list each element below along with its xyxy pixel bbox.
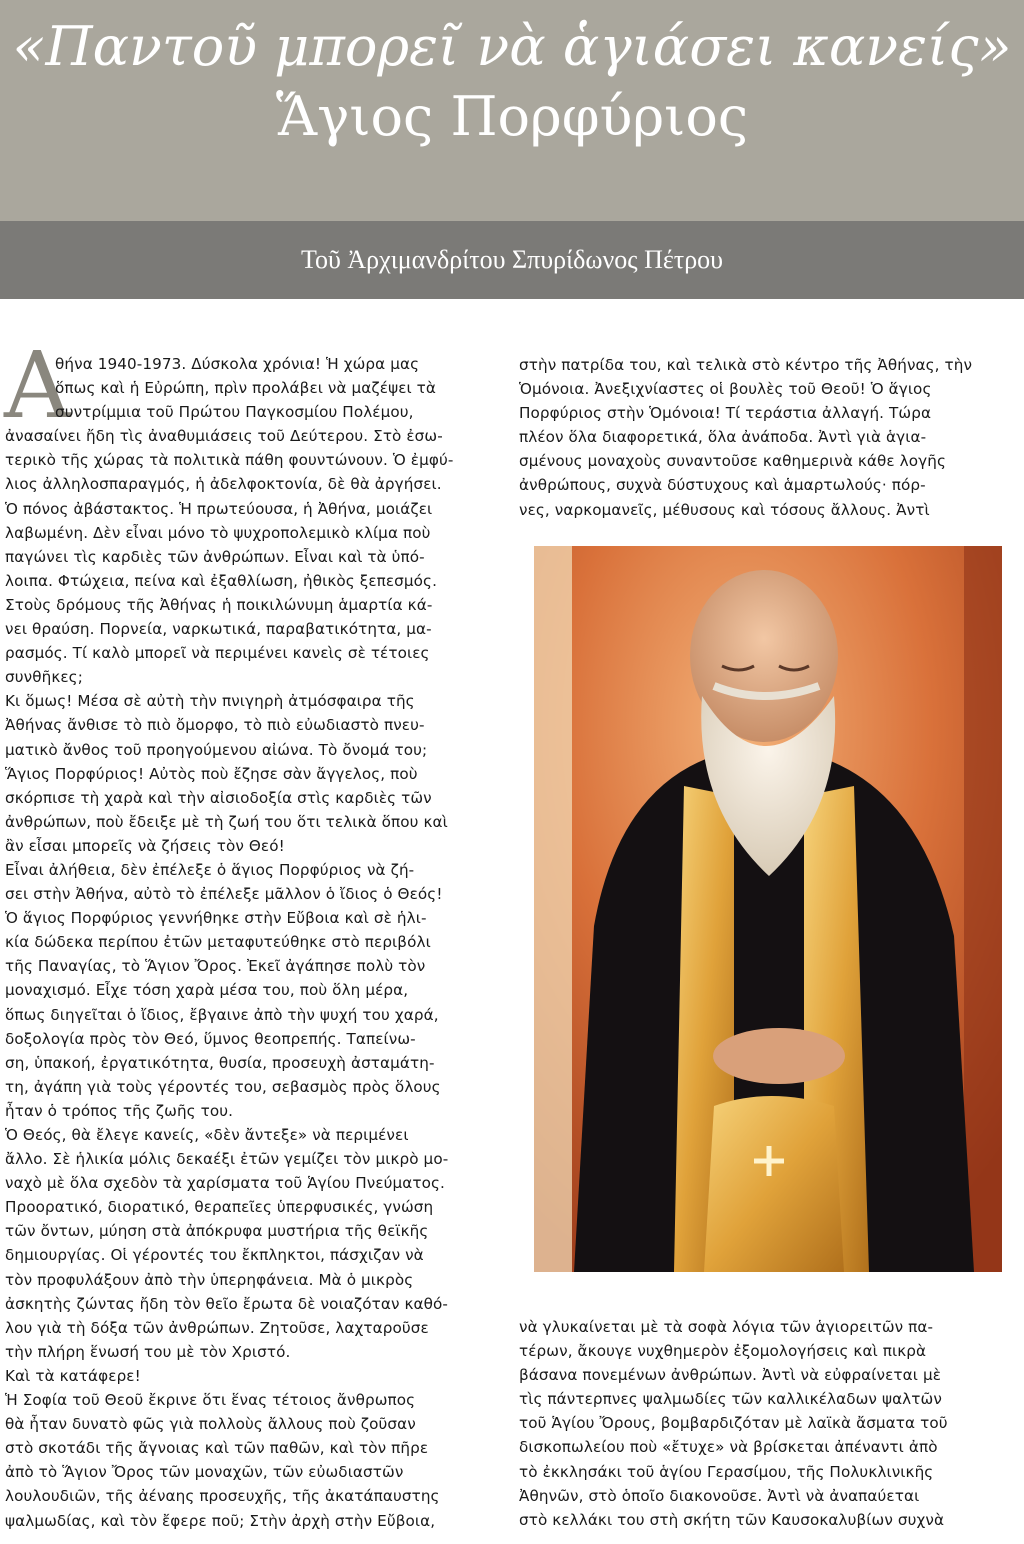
article-line: τη, ἀγάπη γιὰ τοὺς γέροντές του, σεβασμὸς πρὸς ὅλους [5,1077,441,1096]
article-line: Προορατικό, διορατικό, θεραπεῖες ὑπερφυσικές, γνώση [5,1198,434,1217]
article-line: Καὶ τὰ κατάφερε! [5,1366,141,1385]
article-line: νες, ναρκομανεῖς, μέθυσους καὶ τόσους ἄλλους. Ἀντὶ [519,500,930,519]
article-line: παγώνει τὶς καρδιὲς τῶν ἀνθρώπων. Εἶναι καὶ τὰ ὑπό- [5,547,425,566]
article-line: μοναχισμό. Εἶχε τόση χαρὰ μέσα του, ποὺ ὅλη μέρα, [5,981,409,1000]
article-line: Ἀθηνῶν, στὸ ὁποῖο διακονοῦσε. Ἀντὶ νὰ ἀναπαύεται [519,1486,920,1505]
article-line: λουλουδιῶν, τῆς ἀέναης προσευχῆς, τῆς ἀκατάπαυστης [5,1487,440,1506]
article-line: σει στὴν Ἀθήνα, αὐτὸ τὸ ἐπέλεξε μᾶλλον ὁ ἴδιος ὁ Θεός! [5,885,443,904]
article-line: Κι ὅμως! Μέσα σὲ αὐτὴ τὴν πνιγηρὴ ἀτμόσφαιρα τῆς [5,692,415,711]
article-line: Ἅγιος Πορφύριος! Αὐτὸς ποὺ ἔζησε σὰν ἄγγελος, ποὺ [5,764,418,783]
article-line: πλέον ὅλα διαφορετικά, ὅλα ἀνάποδα. Ἀντὶ γιὰ ἁγια- [519,428,927,447]
article-column-right-bottom [519,1315,1011,1532]
article-line: δοξολογία πρὸς τὸν Θεό, ὕμνος θεοπρεπής. Ταπείνω- [5,1029,416,1048]
article-line: ἦταν ὁ τρόπος τῆς ζωῆς του. [5,1101,234,1120]
article-line: Στοὺς δρόμους τῆς Ἀθήνας ἡ ποικιλώνυμη ἁμαρτία κά- [5,595,433,614]
article-line: Ἀθήνας ἄνθισε τὸ πιὸ ὄμορφο, τὸ πιὸ εὐωδιαστὸ πνευ- [5,716,425,735]
article-line: λαβωμένη. Δὲν εἶναι μόνο τὸ ψυχροπολεμικὸ κλίμα ποὺ [5,523,431,542]
article-line: Ὁ ἅγιος Πορφύριος γεννήθηκε στὴν Εὔβοια καὶ σὲ ἡλι- [5,909,427,928]
article-line: ἀνθρώπων, ποὺ ἔδειξε μὲ τὴ ζωή του ὅτι τελικὰ ὅπου καὶ [5,812,448,831]
article-line: λου γιὰ τὴ δόξα τῶν ἀνθρώπων. Ζητοῦσε, λαχταροῦσε [5,1318,429,1337]
article-line: ἀπὸ τὸ Ἅγιον Ὄρος τῶν μοναχῶν, τῶν εὐωδιαστῶν [5,1463,404,1482]
article-line: βάσανα πονεμένων ἀνθρώπων. Ἀντὶ νὰ εὐφραίνεται μὲ [519,1366,942,1385]
article-line: ρασμός. Τί καλὸ μπορεῖ νὰ περιμένει κανεὶς σὲ τέτοιες [5,644,430,663]
article-line: ἀνασαίνει ἤδη τὶς ἀναθυμιάσεις τοῦ Δεύτερου. Στὸ ἐσω- [5,427,443,446]
article-line: ὅπως διηγεῖται ὁ ἴδιος, ἔβγαινε ἀπὸ τὴν ψυχή του χαρά, [5,1005,439,1024]
article-line: στὴν πατρίδα του, καὶ τελικὰ στὸ κέντρο τῆς Ἀθήνας, τὴν [519,356,973,374]
article-line: ἂν εἶσαι μπορεῖς νὰ ζήσεις τὸν Θεό! [5,836,285,855]
article-line: δισκοπωλείου ποὺ «ἔτυχε» νὰ βρίσκεται ἀπέναντι ἀπὸ [519,1438,938,1457]
article-line: τῆς Παναγίας, τὸ Ἅγιον Ὄρος. Ἐκεῖ ἀγάπησε πολὺ τὸν [5,957,426,976]
article-line: ἄλλο. Σὲ ἡλικία μόλις δεκαέξι ἐτῶν γεμίζει τὸν μικρὸ μο- [5,1150,449,1169]
article-line: ἀνθρώπους, συχνὰ δύστυχους καὶ ἁμαρτωλούς· πόρ- [519,476,926,495]
page-subtitle: Ἅγιος Πορφύριος [275,85,749,148]
author-byline: Τοῦ Ἀρχιμανδρίτου Σπυρίδωνος Πέτρου [300,245,724,274]
page-title: «Παντοῦ μπορεῖ νὰ ἁγιάσει κανείς» [12,15,1012,78]
monk-photo [534,546,1002,1272]
article-line: κία δώδεκα περίπου ἐτῶν μεταφυτεύθηκε στὸ περιβόλι [5,933,431,952]
article-line: τὸ ἐκκλησάκι τοῦ ἁγίου Γερασίμου, τῆς Πολυκλινικῆς [519,1462,934,1481]
article-line: Ὁμόνοια. Ἀνεξιχνίαστες οἱ βουλὲς τοῦ Θεοῦ! Ὁ ἅγιος [519,380,932,399]
article-line: τέρων, ἄκουγε νυχθημερὸν ἐξομολογήσεις καὶ πικρὰ [519,1342,927,1361]
article-line: ματικὸ ἄνθος τοῦ προηγούμενου αἰώνα. Τὸ ὄνομά του; [5,740,428,759]
article-line: λοιπα. Φτώχεια, πείνα καὶ ἐξαθλίωση, ἠθικὸς ξεπεσμός. [5,571,438,590]
article-line: στὸ σκοτάδι τῆς ἄγνοιας καὶ τῶν παθῶν, καὶ τὸν πῆρε [5,1439,429,1458]
article-line: Πορφύριος στὴν Ὁμόνοια! Τί τεράστια ἀλλαγή. Τώρα [519,404,932,423]
article-line: ψαλμωδίας, καὶ τὸν ἔφερε ποῦ; Στὴν ἀρχὴ στὴν Εὔβοια, [5,1511,436,1530]
article-line: ἀσκητὴς ζώντας ἤδη τὸν θεῖο ἔρωτα δὲ νοιαζόταν καθό- [5,1294,449,1313]
article-line: συνθῆκες; [5,668,83,687]
article-line: Εἶναι ἀλήθεια, δὲν ἐπέλεξε ὁ ἅγιος Πορφύριος νὰ ζή- [5,860,415,879]
article-line: τὸν προφυλάξουν ἀπὸ τὴν ὑπερηφάνεια. Μὰ ὁ μικρὸς [5,1270,414,1289]
article-line: τὴν πλήρη ἕνωσή του μὲ τὸν Χριστό. [5,1342,291,1361]
article-line: θὰ ἦταν δυνατὸ φῶς γιὰ πολλοὺς ἄλλους ποὺ ζοῦσαν [5,1415,416,1434]
article-line: δημιουργίας. Οἱ γέροντές του ἔκπληκτοι, πάσχιζαν νὰ [5,1246,424,1265]
article-line: τῶν ὄντων, μύηση στὰ ἀπόκρυφα μυστήρια τῆς θεϊκῆς [5,1222,429,1241]
article-line: νὰ γλυκαίνεται μὲ τὰ σοφὰ λόγια τῶν ἁγιορειτῶν πα- [519,1318,934,1336]
article-line: τὶς πάντερπνες ψαλμωδίες τῶν καλλικέλαδων ψαλτῶν [519,1390,942,1409]
drop-cap: Α [4,332,71,439]
article-line: ναχὸ μὲ ὅλα σχεδὸν τὰ χαρίσματα τοῦ Ἁγίου Πνεύματος. [5,1174,445,1193]
article-line: τοῦ Ἁγίου Ὄρους, βομβαρδιζόταν μὲ λαϊκὰ ἄσματα τοῦ [519,1414,948,1433]
article-line: συντρίμμια τοῦ Πρώτου Παγκοσμίου Πολέμου, [55,403,414,422]
monk-photo-svg [534,546,1002,1272]
article-line: τερικὸ τῆς χώρας τὰ πολιτικὰ πάθη φουντώνουν. Ὁ ἐμφύ- [5,451,454,470]
article-column-right-top [519,353,1011,522]
article-line: στὸ κελλάκι του στὴ σκήτη τῶν Καυσοκαλυβίων συχνὰ [519,1510,945,1529]
article-line: Ὁ πόνος ἀβάστακτος. Ἡ πρωτεύουσα, ἡ Ἀθήνα, μοιάζει [5,499,433,518]
article-line: σμένους μοναχοὺς συναντοῦσε καθημερινὰ κάθε λογῆς [519,452,946,471]
article-line: Ἡ Σοφία τοῦ Θεοῦ ἔκρινε ὅτι ἕνας τέτοιος ἄνθρωπος [5,1391,416,1410]
article-line: λιος ἀλληλοσπαραγμός, ἡ ἀδελφοκτονία, δὲ θὰ ἀργήσει. [5,475,442,494]
article-line: σκόρπισε τὴ χαρὰ καὶ τὴν αἰσιοδοξία στὶς καρδιὲς τῶν [5,788,432,807]
article-line: ση, ὑπακοή, ἐργατικότητα, θυσία, προσευχὴ ἀσταμάτη- [5,1053,435,1072]
article-line: Ὁ Θεός, θὰ ἔλεγε κανείς, «δὲν ἄντεξε» νὰ περιμένει [5,1126,409,1144]
article-column-left [5,352,497,1533]
article-line: νει θραύση. Πορνεία, ναρκωτικά, παραβατικότητα, μα- [5,620,432,639]
article-line: ὅπως καὶ ἡ Εὐρώπη, πρὶν προλάβει νὰ μαζέψει τὰ [55,379,437,398]
article-line: θήνα 1940-1973. Δύσκολα χρόνια! Ἡ χώρα μας [55,355,420,373]
